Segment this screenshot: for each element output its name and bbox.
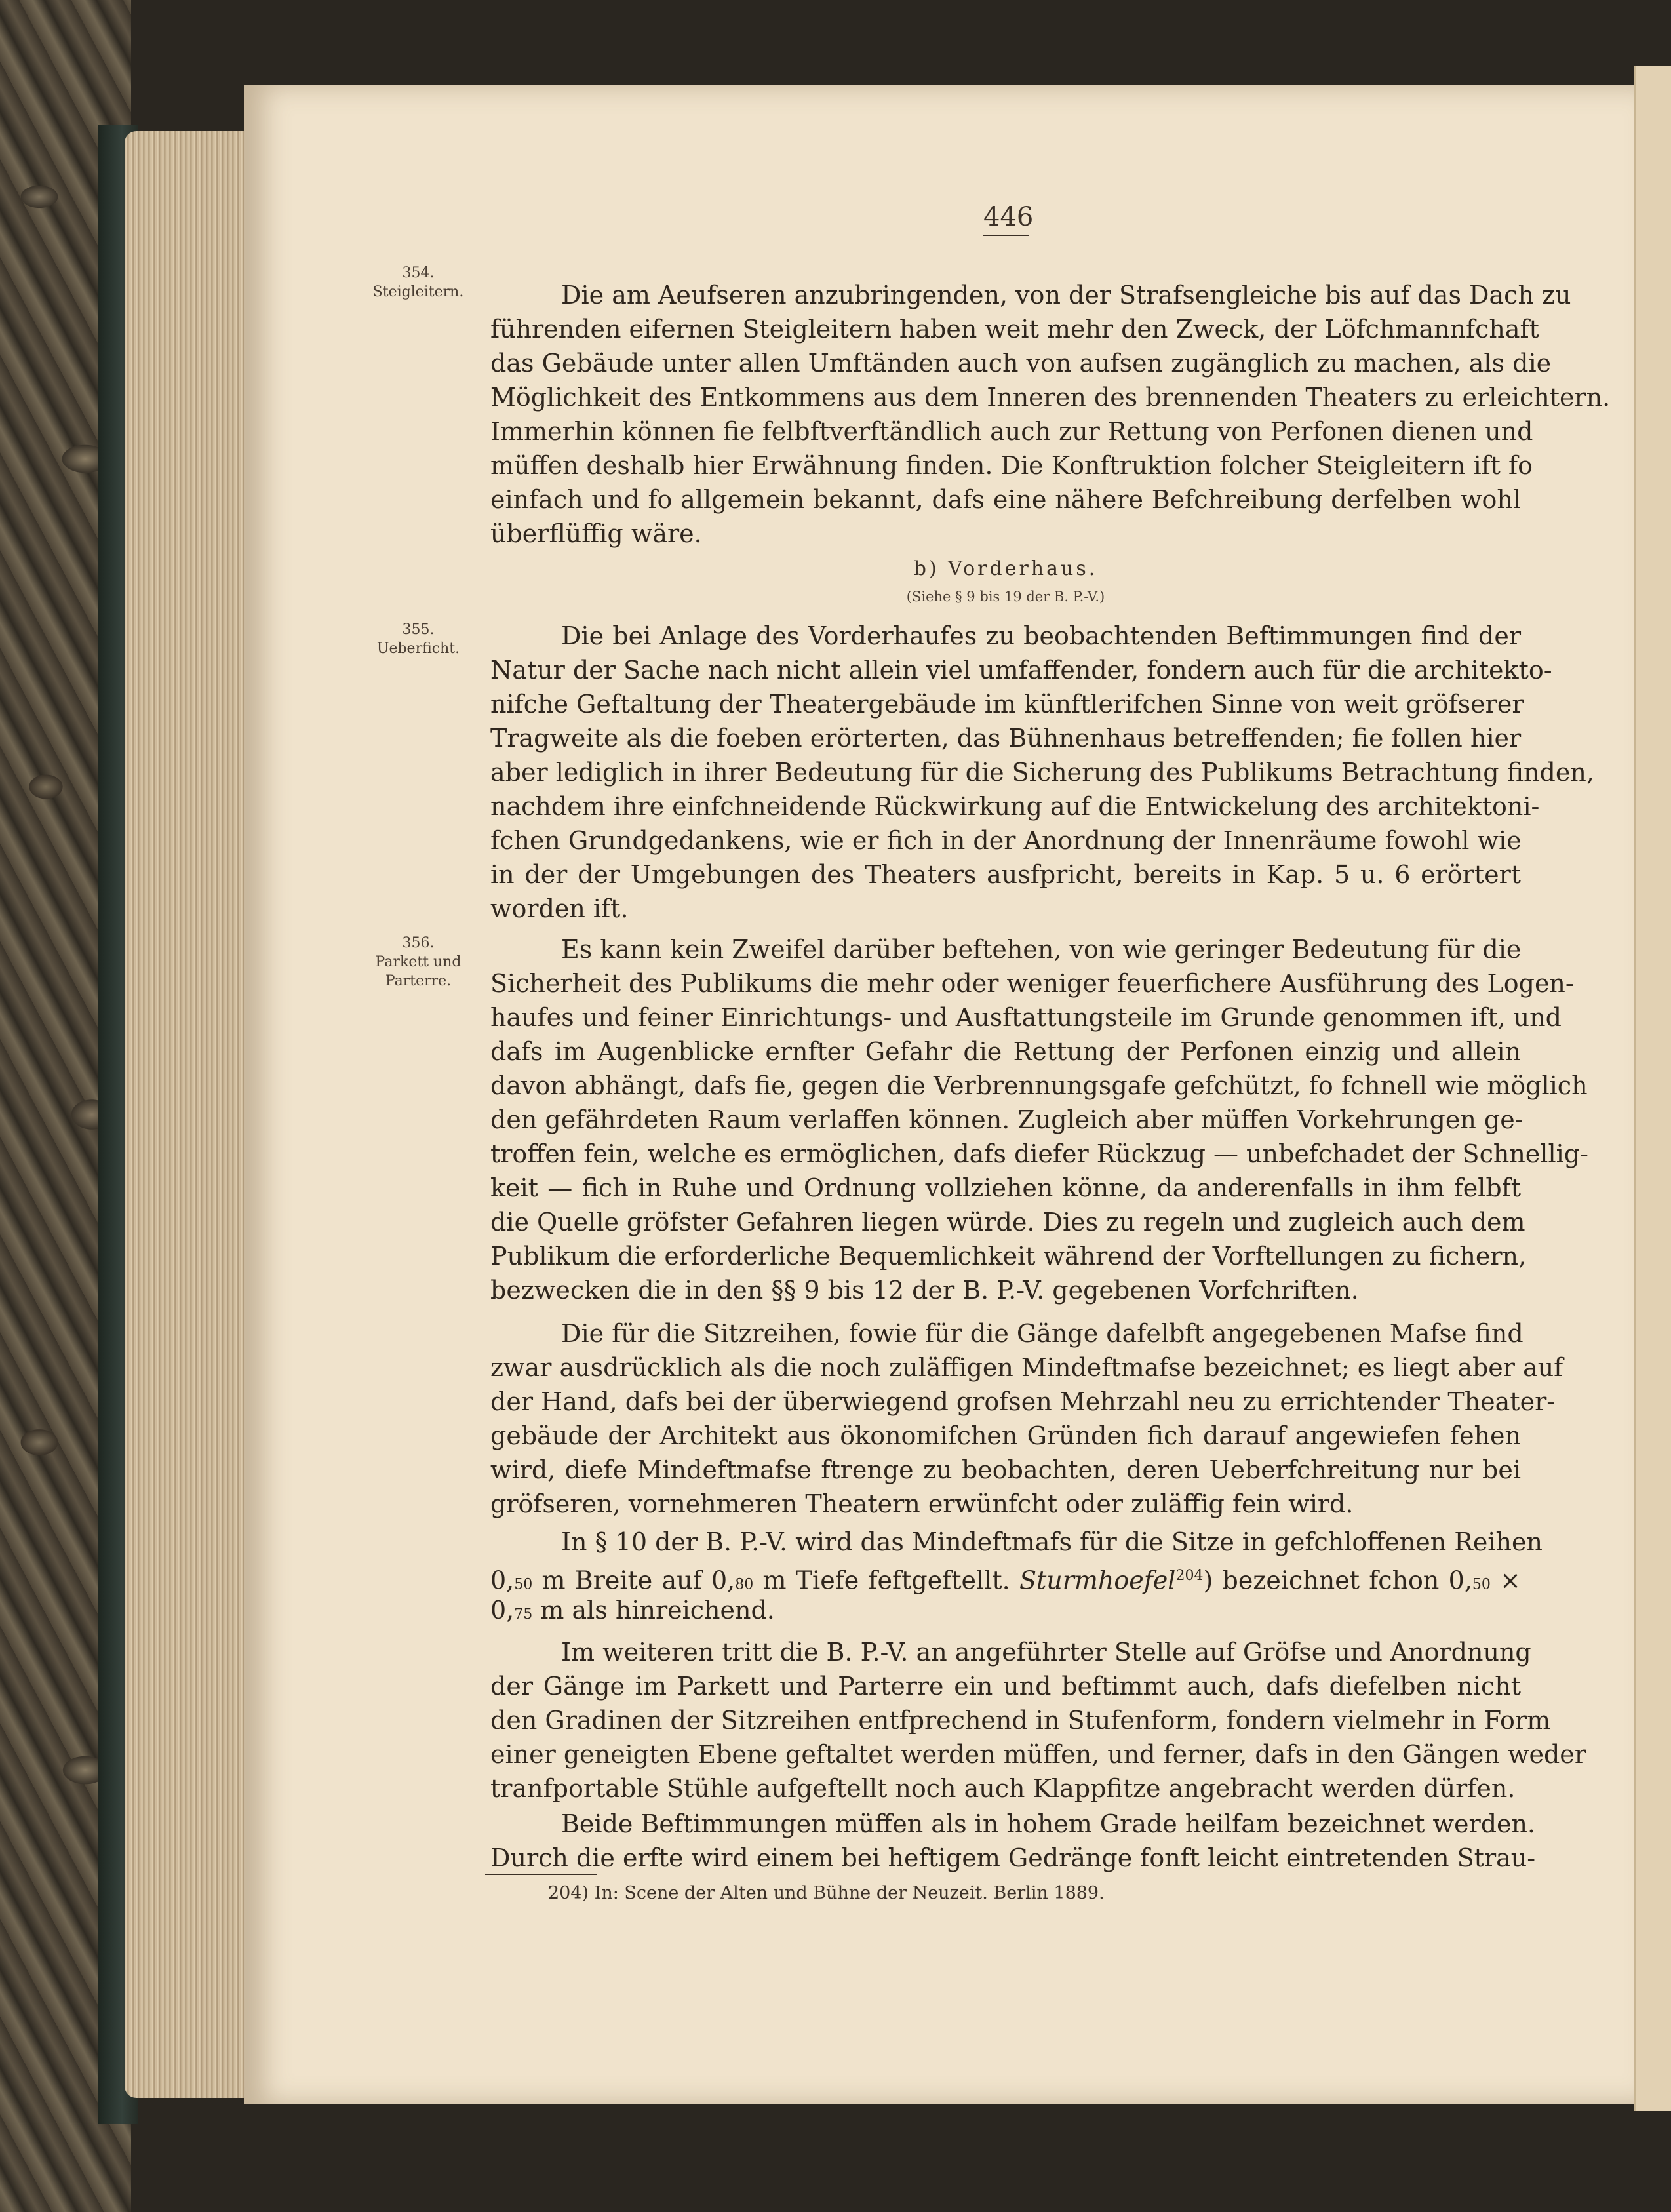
margin-note-number: 355.: [402, 622, 435, 638]
text-line: überflüffig wäre.: [490, 519, 702, 548]
text-line: Im weiteren tritt die B. P.-V. an angeführter Stelle auf Gröfse und Anordnung: [561, 1638, 1531, 1667]
text-line: Publikum die erforderliche Bequemlichkeit während der Vorftellungen zu fichern,: [490, 1242, 1527, 1271]
author-name: Sturmhoefel: [1019, 1566, 1176, 1595]
margin-note-label: Parkett und Parterre.: [375, 954, 462, 989]
text-line: müffen deshalb hier Erwähnung finden. Die Konftruktion folcher Steigleitern ift fo: [490, 451, 1533, 480]
text-line: das Gebäude unter allen Umftänden auch von aufsen zugänglich zu machen, als die: [490, 349, 1552, 378]
text-fragment: 50: [514, 1576, 533, 1593]
text-line-measures: [490, 1559, 1521, 1593]
page-number: 446: [983, 202, 1029, 236]
text-line: Die am Aeufseren anzubringenden, von der Strafsengleiche bis auf das Dach zu: [561, 281, 1571, 309]
text-line: den gefährdeten Raum verlaffen können. Zugleich aber müffen Vorkehrungen ge-: [490, 1105, 1524, 1134]
text-line: gröfseren, vornehmeren Theatern erwünfcht oder zuläffig fein wird.: [490, 1490, 1354, 1518]
text-fragment: m Tiefe feftgeftellt.: [753, 1566, 1010, 1595]
text-fragment: 75: [514, 1606, 533, 1623]
text-line: worden ift.: [490, 894, 629, 923]
margin-note-number: 354.: [402, 265, 435, 281]
text-fragment: m als hinreichend.: [532, 1596, 775, 1625]
text-fragment: 50: [1472, 1576, 1491, 1593]
margin-note-label: Ueberficht.: [376, 641, 460, 657]
text-line: in der der Umgebungen des Theaters ausfpricht, bereits in Kap. 5 u. 6 erörtert: [490, 860, 1521, 889]
text-line: der Gänge im Parkett und Parterre ein und beftimmt auch, dafs diefelben nicht: [490, 1672, 1521, 1701]
section-reference: (Siehe § 9 bis 19 der B. P.-V.): [906, 589, 1105, 604]
footnote: 204) In: Scene der Alten und Bühne der Neuzeit. Berlin 1889.: [548, 1883, 1105, 1903]
text-line: In § 10 der B. P.-V. wird das Mindeftmafs für die Sitze in gefchloffenen Reihen: [561, 1528, 1543, 1556]
facing-page-edge: [1634, 66, 1671, 2111]
text-line: Sicherheit des Publikums die mehr oder weniger feuerfichere Ausführung des Logen-: [490, 969, 1574, 998]
text-line: Durch die erfte wird einem bei heftigem Gedränge fonft leicht eintretenden Strau-: [490, 1844, 1536, 1872]
text-fragment: m Breite auf 0,: [532, 1566, 736, 1595]
margin-note-number: 356.: [402, 935, 435, 951]
text-line: haufes und feiner Einrichtungs- und Ausftattungsteile im Grunde genommen ift, und: [490, 1003, 1562, 1032]
text-line: Tragweite als die foeben erörterten, das Bühnenhaus betreffenden; fie follen hier: [490, 724, 1522, 753]
text-line: den Gradinen der Sitzreihen entfprechend in Stufenform, fondern vielmehr in Form: [490, 1706, 1551, 1735]
footnote-ref: 204: [1175, 1568, 1204, 1584]
text-line: die Quelle gröfster Gefahren liegen würde. Dies zu regeln und zugleich auch dem: [490, 1208, 1525, 1236]
margin-note-355: [359, 620, 477, 658]
text-line: tranfportable Stühle aufgeftellt noch auch Klappfitze angebracht werden dürfen.: [490, 1774, 1516, 1803]
text-line: einer geneigten Ebene geftaltet werden müffen, und ferner, dafs in den Gängen weder: [490, 1740, 1586, 1769]
page-edges: [125, 131, 246, 2098]
text-line: aber lediglich in ihrer Bedeutung für die Sicherung des Publikums Betrachtung finden,: [490, 758, 1594, 787]
section-heading: b) Vorderhaus.: [913, 557, 1098, 580]
text-line: nachdem ihre einfchneidende Rückwirkung auf die Entwickelung des architektoni-: [490, 792, 1540, 821]
footnote-rule: [485, 1874, 597, 1875]
text-fragment: 0,: [490, 1566, 515, 1595]
text-line-measures: [490, 1593, 1521, 1627]
margin-note-354: [359, 264, 477, 302]
text-line: keit — fich in Ruhe und Ordnung vollziehen könne, da anderenfalls in ihm felbft: [490, 1174, 1521, 1202]
text-line: fchen Grundgedankens, wie er fich in der Anordnung der Innenräume fowohl wie: [490, 826, 1522, 855]
text-line: wird, diefe Mindeftmafse ftrenge zu beobachten, deren Ueberfchreitung nur bei: [490, 1455, 1521, 1484]
text-fragment: ×: [1490, 1566, 1521, 1595]
text-line: davon abhängt, dafs fie, gegen die Verbrennungsgafe gefchützt, fo fchnell wie möglich: [490, 1071, 1588, 1100]
text-line: Natur der Sache nach nicht allein viel umfaffender, fondern auch für die architekto-: [490, 656, 1552, 684]
text-line: troffen fein, welche es ermöglichen, dafs diefer Rückzug — unbefchadet der Schnellig-: [490, 1139, 1588, 1168]
text-line: Beide Beftimmungen müffen als in hohem Grade heilfam bezeichnet werden.: [561, 1809, 1536, 1838]
text-line: führenden eifernen Steigleitern haben weit mehr den Zweck, der Löfchmannfchaft: [490, 315, 1539, 344]
text-fragment: ) bezeichnet fchon 0,: [1203, 1566, 1472, 1595]
margin-note-label: Steigleitern.: [372, 284, 464, 300]
text-fragment: 0,: [490, 1596, 515, 1625]
text-line: einfach und fo allgemein bekannt, dafs eine nähere Befchreibung derfelben wohl: [490, 485, 1521, 514]
text-line: Die für die Sitzreihen, fowie für die Gänge dafelbft angegebenen Mafse find: [561, 1319, 1524, 1348]
text-line: Es kann kein Zweifel darüber beftehen, von wie geringer Bedeutung für die: [561, 935, 1522, 964]
text-line: bezwecken die in den §§ 9 bis 12 der B. P.-V. gegebenen Vorfchriften.: [490, 1276, 1359, 1305]
margin-note-356: [359, 934, 477, 991]
text-line: Immerhin können fie felbftverftändlich auch zur Rettung von Perfonen dienen und: [490, 417, 1533, 446]
text-line: zwar ausdrücklich als die noch zuläffigen Mindeftmafse bezeichnet; es liegt aber auf: [490, 1353, 1563, 1382]
text-line: nifche Geftaltung der Theatergebäude im künftlerifchen Sinne von weit gröfserer: [490, 690, 1524, 719]
text-line: Möglichkeit des Entkommens aus dem Inneren des brennenden Theaters zu erleichtern.: [490, 383, 1611, 412]
text-line: der Hand, dafs bei der überwiegend grofsen Mehrzahl neu zu errichtender Theater-: [490, 1387, 1556, 1416]
text-line: dafs im Augenblicke ernfter Gefahr die Rettung der Perfonen einzig und allein: [490, 1037, 1521, 1066]
text-line: gebäude der Architekt aus ökonomifchen Gründen fich darauf angewiefen fehen: [490, 1421, 1521, 1450]
text-fragment: 80: [735, 1576, 754, 1593]
text-line: Die bei Anlage des Vorderhaufes zu beobachtenden Beftimmungen find der: [561, 622, 1521, 650]
